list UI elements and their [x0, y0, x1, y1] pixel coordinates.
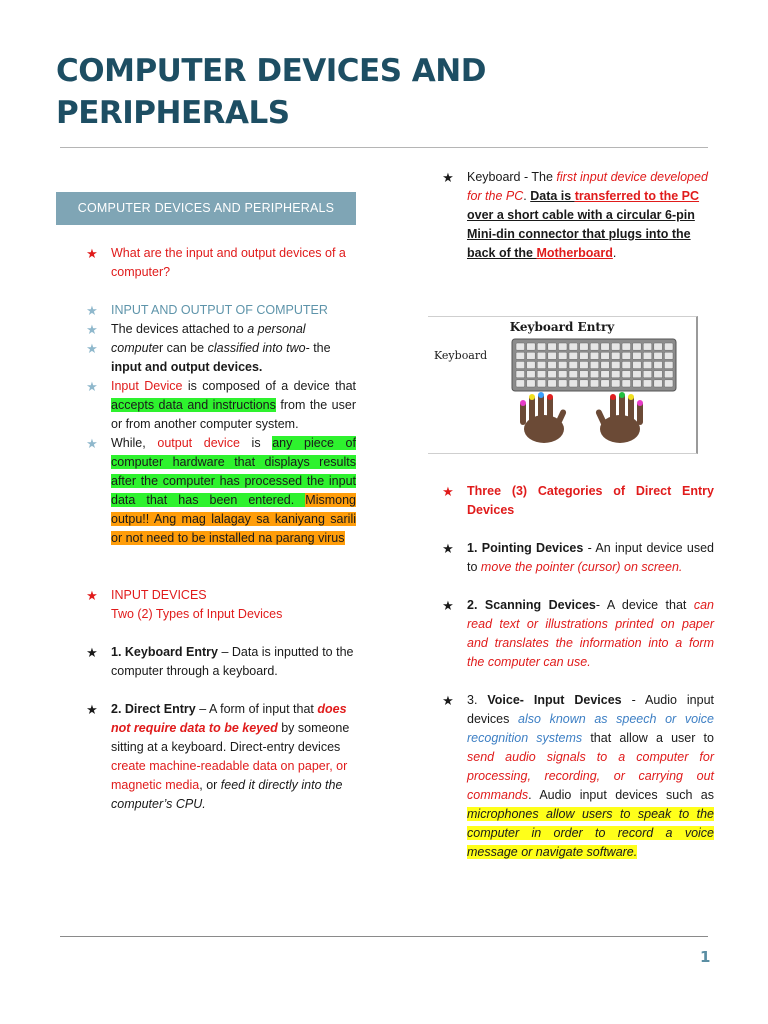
- keyboard-key: [601, 352, 610, 359]
- figure-title: Keyboard Entry: [509, 320, 615, 334]
- keyboard-key: [558, 361, 567, 368]
- keyboard-key: [548, 380, 557, 387]
- star-icon: ★: [86, 702, 98, 717]
- keyboard-key: [622, 343, 631, 350]
- section-heading-box: COMPUTER DEVICES AND PERIPHERALS: [56, 192, 356, 225]
- keyboard-key: [611, 352, 620, 359]
- star-icon: ★: [86, 588, 98, 603]
- keyboard-key: [633, 343, 642, 350]
- keyboard-key: [664, 343, 673, 350]
- star-icon: ★: [86, 246, 98, 261]
- star-icon: ★: [86, 322, 98, 337]
- input-device-item: ★ Input Device is composed of a device that accepts data and instructions from the user or from another computer system.: [84, 377, 356, 434]
- keyboard-key: [590, 371, 599, 378]
- keyboard-key: [558, 380, 567, 387]
- keyboard-key: [558, 352, 567, 359]
- keyboard-key: [654, 361, 663, 368]
- keyboard-key: [569, 343, 578, 350]
- keyboard-key: [611, 371, 620, 378]
- star-icon: ★: [86, 379, 98, 394]
- star-icon: ★: [442, 484, 454, 499]
- scanning-devices-item: ★ 2. Scanning Devices- A device that can read text or illustrations printed on paper and translates the information into a form the computer can use.: [440, 596, 714, 672]
- input-devices-heading: ★ INPUT DEVICES Two (2) Types of Input Devices: [84, 586, 356, 624]
- keyboard-key: [590, 352, 599, 359]
- pointing-devices-item: ★ 1. Pointing Devices - An input device used to move the pointer (cursor) on screen.: [440, 539, 714, 577]
- attached-item: ★ The devices attached to a personal: [84, 320, 356, 339]
- star-icon: ★: [86, 436, 98, 451]
- keyboard-key: [537, 380, 546, 387]
- keyboard-key: [611, 380, 620, 387]
- keyboard-key: [527, 361, 536, 368]
- star-icon: ★: [86, 303, 98, 318]
- keyboard-key: [569, 361, 578, 368]
- keyboard-key: [548, 343, 557, 350]
- direct-entry-item: ★ 2. Direct Entry – A form of input that does not require data to be keyed by someone sitting at a keyboard. Direct-entry devices create machine-readable data on paper, or magnetic media, or feed it directly into the computer’s CPU.: [84, 700, 356, 814]
- keyboard-key: [611, 343, 620, 350]
- keyboard-key: [569, 371, 578, 378]
- keyboard-key: [527, 380, 536, 387]
- keyboard-key: [643, 361, 652, 368]
- keyboard-key: [537, 352, 546, 359]
- keyboard-key: [516, 380, 525, 387]
- keyboard-key: [622, 352, 631, 359]
- keyboard-key: [664, 352, 673, 359]
- keyboard-key: [569, 380, 578, 387]
- keyboard-key: [643, 343, 652, 350]
- figure-label: Keyboard: [434, 349, 488, 362]
- keyboard-entry-item: ★ 1. Keyboard Entry – Data is inputted to the computer through a keyboard.: [84, 643, 356, 681]
- keyboard-key: [664, 361, 673, 368]
- keyboard-key: [633, 352, 642, 359]
- keyboard-key: [516, 361, 525, 368]
- star-icon: ★: [86, 341, 98, 356]
- keyboard-key: [548, 361, 557, 368]
- keyboard-key: [558, 371, 567, 378]
- keyboard-item: ★ Keyboard - The first input device developed for the PC. Data is transferred to the PC over a short cable with a circular 6-pin Mini-din connector that plugs into the back of the Motherboard.: [440, 168, 714, 263]
- output-device-item: ★ While, output device is any piece of computer hardware that displays results after the computer has processed the input data that has been entered. Mismong outpu!! Ang mag lalagay sa kaniyang sarili or not need to be installed na parang virus: [84, 434, 356, 548]
- keyboard-key: [527, 343, 536, 350]
- keyboard-key: [633, 380, 642, 387]
- keyboard-key: [622, 371, 631, 378]
- keyboard-entry-figure: [428, 316, 698, 454]
- keyboard-key: [622, 361, 631, 368]
- keyboard-key: [643, 371, 652, 378]
- keyboard-key: [601, 371, 610, 378]
- keyboard-key: [611, 361, 620, 368]
- keyboard-key: [580, 380, 589, 387]
- keyboard-key: [580, 371, 589, 378]
- keyboard-key: [664, 380, 673, 387]
- keyboard-key: [654, 352, 663, 359]
- bottom-divider: [60, 936, 708, 937]
- page-number: 1: [700, 948, 711, 966]
- keyboard-key: [516, 352, 525, 359]
- keyboard-key: [548, 352, 557, 359]
- keyboard-key: [537, 343, 546, 350]
- keyboard-key: [580, 361, 589, 368]
- keyboard-key: [643, 352, 652, 359]
- keyboard-key: [527, 371, 536, 378]
- star-icon: ★: [442, 541, 454, 556]
- keyboard-key: [633, 371, 642, 378]
- right-hand-icon: [595, 393, 643, 443]
- voice-input-item: ★ 3. Voice- Input Devices - Audio input devices also known as speech or voice recognition systems that allow a user to send audio signals to a computer for processing, recording, or carrying out commands. Audio input devices such as microphones allow users to speak to the computer in order to record a voice message or navigate software.: [440, 691, 714, 862]
- star-icon: ★: [442, 598, 454, 613]
- keyboard-key: [558, 343, 567, 350]
- keyboard-key: [548, 371, 557, 378]
- keyboard-key: [580, 352, 589, 359]
- keyboard-key: [654, 380, 663, 387]
- keyboard-key: [537, 361, 546, 368]
- keyboard-key: [664, 371, 673, 378]
- question-item: ★ What are the input and output devices of a computer?: [84, 244, 356, 282]
- keyboard-key: [590, 343, 599, 350]
- left-column: [84, 244, 356, 814]
- keyboard-key: [569, 352, 578, 359]
- left-hand-icon: [520, 393, 567, 443]
- keyboard-key: [622, 380, 631, 387]
- keyboard-key: [601, 361, 610, 368]
- star-icon: ★: [442, 170, 454, 185]
- keyboard-key: [590, 361, 599, 368]
- keyboard-key: [601, 343, 610, 350]
- keyboard-key: [516, 343, 525, 350]
- keyboard-key: [643, 380, 652, 387]
- keyboard-key: [654, 343, 663, 350]
- keyboard-key: [654, 371, 663, 378]
- right-column-top: [440, 168, 714, 263]
- page-title: COMPUTER DEVICES AND PERIPHERALS: [56, 53, 486, 131]
- io-heading-item: ★ INPUT AND OUTPUT OF COMPUTER: [84, 301, 356, 320]
- keyboard-key: [633, 361, 642, 368]
- right-column-bottom: [440, 482, 714, 862]
- star-icon: ★: [86, 645, 98, 660]
- keyboard-key: [601, 380, 610, 387]
- keyboard-key: [527, 352, 536, 359]
- keyboard-key: [590, 380, 599, 387]
- star-icon: ★: [442, 693, 454, 708]
- keyboard-key: [580, 343, 589, 350]
- keyboard-key: [537, 371, 546, 378]
- classified-item: ★ computer can be classified into two- the input and output devices.: [84, 339, 356, 377]
- top-divider: [60, 147, 708, 148]
- keyboard-illustration: [428, 317, 696, 453]
- keyboard-key: [516, 371, 525, 378]
- categories-heading: ★ Three (3) Categories of Direct Entry Devices: [440, 482, 714, 520]
